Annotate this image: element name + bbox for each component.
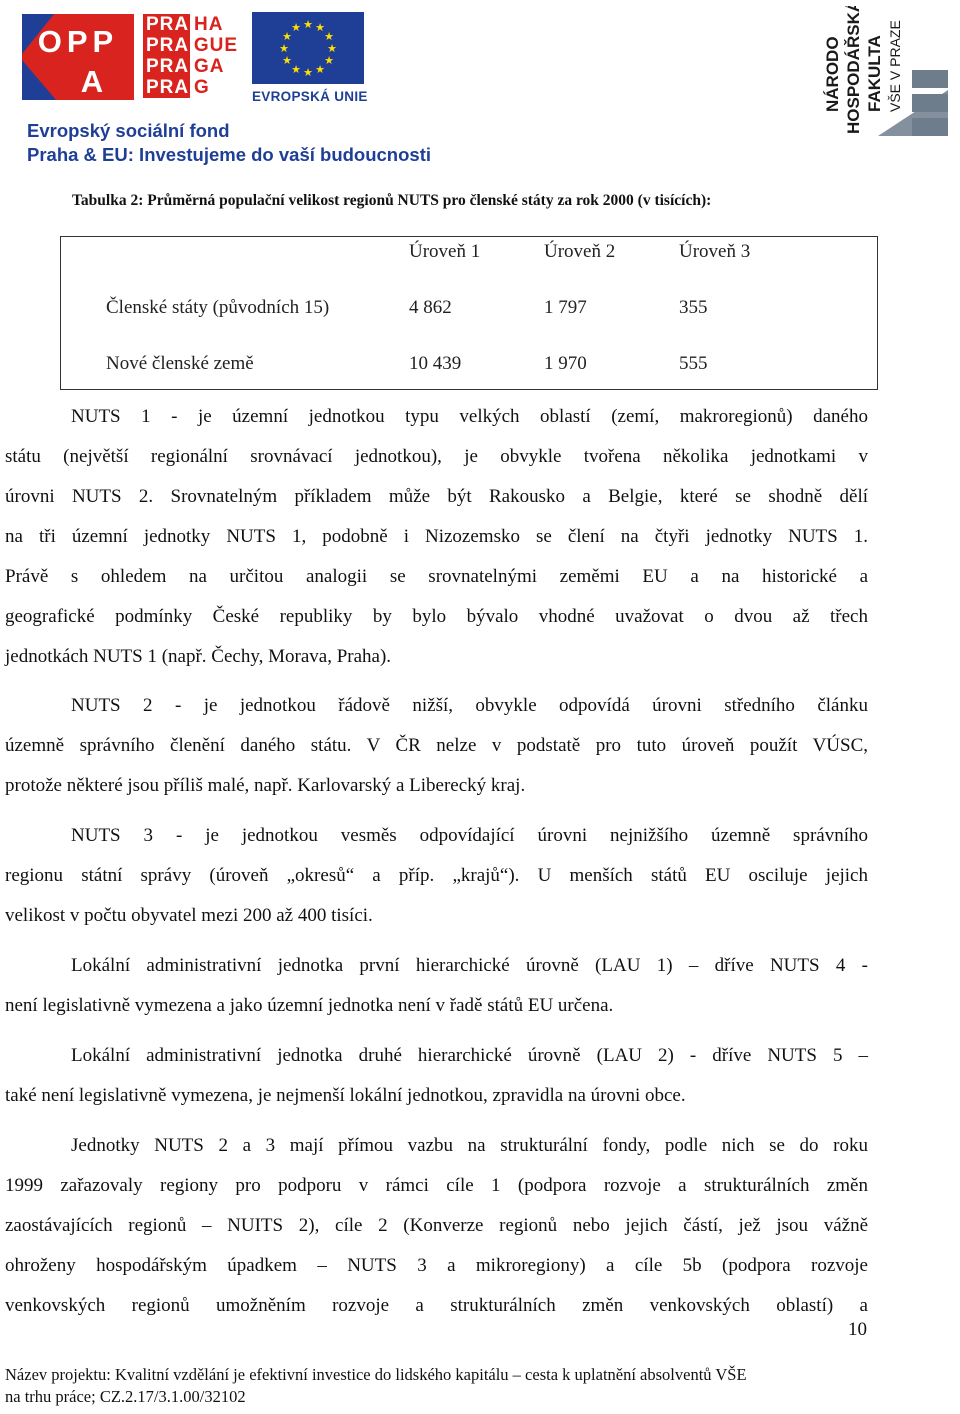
table-cell: 4 862 (409, 297, 452, 318)
svg-text:★: ★ (315, 63, 325, 76)
paragraph-line: velikost v počtu obyvatel mezi 200 až 400 tisíci. (5, 905, 373, 926)
nhf-logo-line1: NÁRODO (823, 36, 842, 112)
praha-logo-row: PRA GUE (143, 35, 238, 56)
paragraph-line: státu (největší regionální srovnávací jednotkou), je obvykle tvořena několika jednotkami v (5, 446, 868, 467)
paragraph-line: regionu státní správy (úroveň „okresů“ a příp. „krajů“). U menších států EU osciluje jejich (5, 865, 868, 886)
praha-logo-row: PRA G (143, 77, 238, 98)
table-header-cell: Úroveň 2 (544, 241, 616, 262)
paragraph-line: Jednotky NUTS 2 a 3 mají přímou vazbu na strukturální fondy, podle nich se do roku (71, 1135, 868, 1156)
praha-logo-row: PRA GA (143, 56, 238, 77)
praha-logo (143, 14, 238, 98)
eu-caption: EVROPSKÁ UNIE (252, 89, 368, 104)
table-cell: 355 (679, 297, 708, 318)
paragraph-nuts3 (5, 816, 868, 936)
svg-text:★: ★ (291, 21, 301, 34)
eu-flag-icon (252, 12, 364, 84)
page-number: 10 (848, 1319, 867, 1340)
praha-logo-row: PRA HA (143, 14, 238, 35)
table-cell: 1 970 (544, 353, 587, 374)
paragraph-line: není legislativně vymezena a jako územní jednotka není v řadě států EU určena. (5, 995, 614, 1016)
nhf-logo (818, 6, 950, 156)
paragraph-line: Lokální administrativní jednotka druhé hierarchické úrovně (LAU 2) - dříve NUTS 5 – (71, 1045, 868, 1066)
svg-text:★: ★ (324, 54, 334, 67)
opp-logo-line1: OPP (37, 24, 119, 59)
paragraph-line: zaostávajících regionů – NUITS 2), cíle 2 (Konverze regionů nebo jejich částí, jež jsou vážně (5, 1215, 868, 1236)
nhf-logo-line2: HOSPODÁŘSKÁ (844, 6, 863, 134)
page-header (0, 0, 960, 175)
paragraph-line: také není legislativně vymezena, je nejmenší lokální jednotkou, zpravidla na úrovni obce. (5, 1085, 686, 1106)
data-table (60, 236, 878, 390)
page-footer (5, 1364, 747, 1408)
paragraph-nuts1 (5, 397, 868, 677)
table-cell: Nové členské země (106, 353, 254, 374)
paragraph-line: Lokální administrativní jednotka první hierarchické úrovně (LAU 1) – dříve NUTS 4 - (71, 955, 868, 976)
paragraph-line: NUTS 2 - je jednotkou řádově nižší, obvykle odpovídá úrovni středního článku (71, 695, 868, 716)
paragraph-line: na tři územní jednotky NUTS 1, podobně i Nizozemsko se člení na čtyři jednotky NUTS 1. (5, 526, 868, 547)
opp-logo (22, 14, 134, 100)
nhf-logo-line3: FAKULTA (865, 35, 884, 112)
paragraph-line: ohroženy hospodářským úpadkem – NUTS 3 a mikroregiony) a cíle 5b (podpora rozvoje (5, 1255, 868, 1276)
table-caption: Tabulka 2: Průměrná populační velikost regionů NUTS pro členské státy za rok 2000 (v tisících): (72, 192, 712, 209)
paragraph-line: úrovni NUTS 2. Srovnatelným příkladem může být Rakousko a Belgie, které se shodně dělí (5, 486, 868, 507)
svg-text:★: ★ (324, 30, 334, 43)
paragraph-line: územně správního členění daného státu. V ČR nelze v podstatě pro tuto úroveň použít VÚSC, (5, 735, 868, 756)
table-header-cell: Úroveň 3 (679, 241, 751, 262)
paragraph-line: protože některé jsou příliš malé, např. Karlovarský a Liberecký kraj. (5, 775, 526, 796)
paragraph-line: Právě s ohledem na určitou analogii se srovnatelnými zeměmi EU a na historické a (5, 566, 868, 587)
svg-text:★: ★ (303, 18, 313, 31)
svg-text:★: ★ (327, 42, 337, 55)
svg-text:★: ★ (279, 42, 289, 55)
nhf-logo-line4: VŠE V PRAZE (887, 20, 903, 112)
table-cell: Členské státy (původních 15) (106, 297, 330, 318)
esf-line2: Praha & EU: Investujeme do vaší budoucnosti (27, 144, 432, 165)
table-cell: 1 797 (544, 297, 587, 318)
paragraph-line: NUTS 3 - je jednotkou vesměs odpovídající úrovni nejnižšího územně správního (71, 825, 868, 846)
svg-text:★: ★ (282, 30, 292, 43)
table-cell: 555 (679, 353, 708, 374)
footer-line1: Název projektu: Kvalitní vzdělání je efektivní investice do lidského kapitálu – cesta k uplatnění absolventů VŠE (5, 1365, 747, 1384)
eu-logo (252, 12, 384, 104)
svg-text:★: ★ (315, 21, 325, 34)
svg-text:★: ★ (291, 63, 301, 76)
paragraph-line: NUTS 1 - je územní jednotkou typu velkých oblastí (zemí, makroregionů) daného (71, 406, 868, 427)
paragraph-structural-funds (5, 1126, 868, 1326)
opp-logo-line2: A (80, 64, 104, 99)
esf-title (27, 119, 431, 167)
paragraph-line: geografické podmínky České republiky by bylo bývalo vhodné uvažovat o dvou až třech (5, 606, 868, 627)
svg-text:★: ★ (282, 54, 292, 67)
paragraph-line: jednotkách NUTS 1 (např. Čechy, Morava, Praha). (5, 646, 392, 667)
esf-line1: Evropský sociální fond (27, 120, 230, 141)
paragraph-line: 1999 zařazovaly regiony pro podporu v rámci cíle 1 (podpora rozvoje a strukturálních změn (5, 1175, 868, 1196)
table-header-cell: Úroveň 1 (409, 241, 481, 262)
footer-line2: na trhu práce; CZ.2.17/3.1.00/32102 (5, 1387, 246, 1406)
table-cell: 10 439 (409, 353, 462, 374)
paragraph-lau2 (5, 1036, 868, 1116)
paragraph-nuts2 (5, 686, 868, 806)
paragraph-line: venkovských regionů umožněním rozvoje a strukturálních změn venkovských oblastí) a (5, 1295, 868, 1316)
paragraph-lau1 (5, 946, 868, 1026)
svg-text:★: ★ (303, 66, 313, 79)
